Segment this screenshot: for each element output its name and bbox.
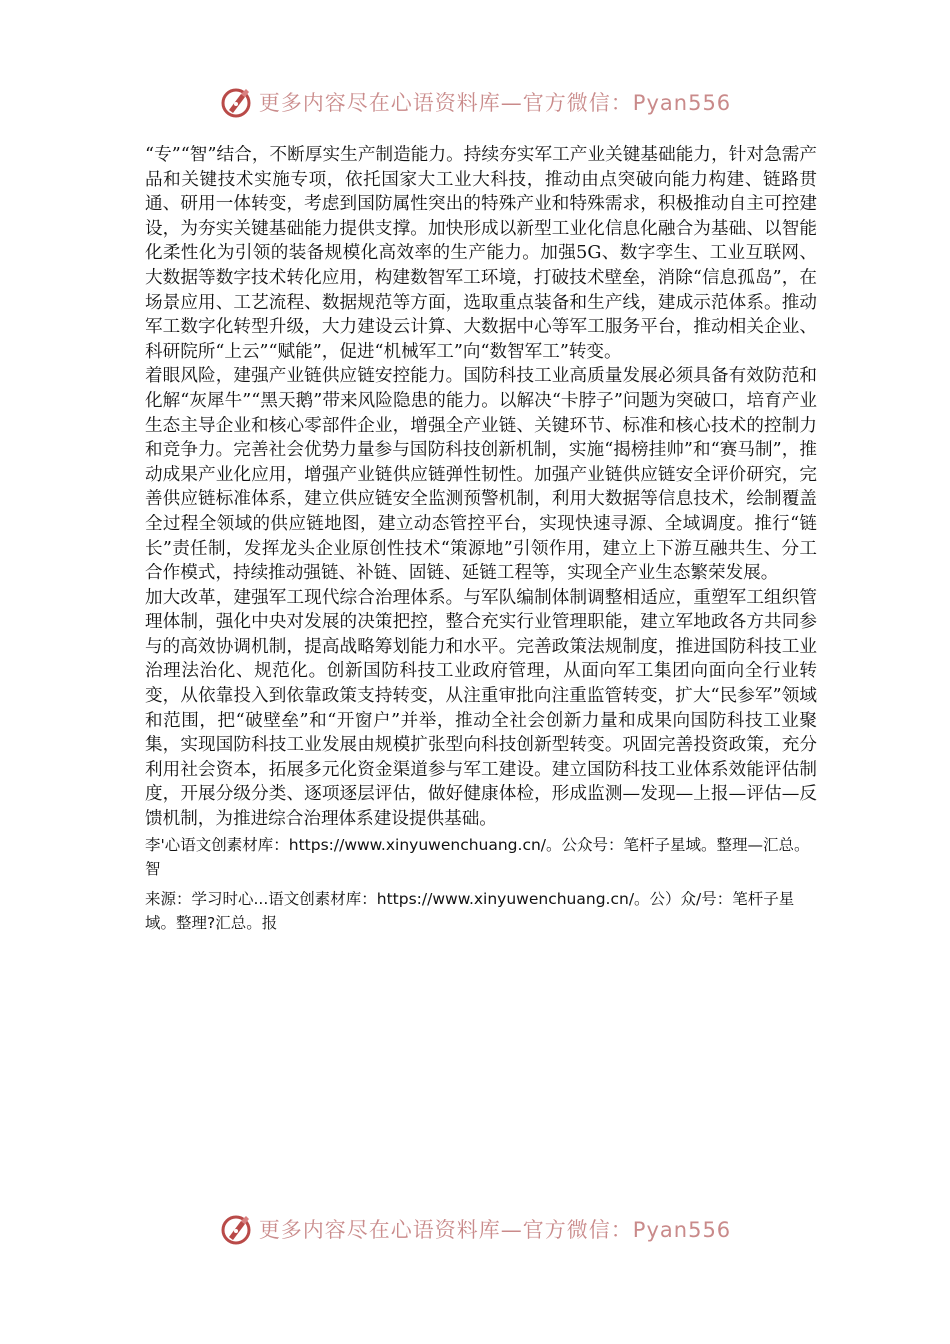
- header-watermark: [0, 80, 950, 124]
- watermark-text: 更多内容尽在心语资料库—官方微信：Pyan556: [258, 91, 732, 115]
- document-body: [145, 143, 817, 935]
- source-line-2: 来源：学习时心...语文创素材库：https://www.xinyuwenchuang.cn/。公）众/号：笔杆子星域。整理?汇总。报: [145, 889, 795, 932]
- pen-nib-circle-icon: [219, 85, 253, 119]
- footer-watermark: [0, 1207, 950, 1251]
- paragraph-supply-chain: 着眼风险，建强产业链供应链安控能力。国防科技工业高质量发展必须具备有效防范和化解“灰犀牛”“黑天鹅”带来风险隐患的能力。以解决“卡脖子”问题为突破口，培育产业生态主导企业和核心零部件企业，增强全产业链、关键环节、标准和核心技术的控制力和竞争力。完善社会优势力量参与国防科技创新机制，实施“揭榜挂帅”和“赛马制”，推动成果产业化应用，增强产业链供应链弹性韧性。加强产业链供应链安全评价研究，完善供应链标准体系，建立供应链安全监测预警机制，利用大数据等信息技术，绘制覆盖全过程全领域的供应链地图，建立动态管控平台，实现快速寻源、全域调度。推行“链长”责任制，发挥龙头企业原创性技术“策源地”引领作用，建立上下游互融共生、分工合作模式，持续推动强链、补链、固链、延链工程等，实现全产业生态繁荣发展。: [145, 366, 817, 584]
- paragraph-production-capacity: “专”“智”结合，不断厚实生产制造能力。持续夯实军工产业关键基础能力，针对急需产品和关键技术实施专项，依托国家大工业大科技，推动由点突破向能力构建、链路贯通、研用一体转变，考虑到国防属性突出的特殊产业和特殊需求，积极推动自主可控建设，为夯实关键基础能力提供支撑。加快形成以新型工业化信息化融合为基础、以智能化柔性化为引领的装备规模化高效率的生产能力。加强5G、数字孪生、工业互联网、大数据等数字技术转化应用，构建数智军工环境，打破技术壁垒，消除“信息孤岛”，在场景应用、工艺流程、数据规范等方面，选取重点装备和生产线，建成示范体系。推动军工数字化转型升级，大力建设云计算、大数据中心等军工服务平台，推动相关企业、科研院所“上云”“赋能”，促进“机械军工”向“数智军工”转变。: [145, 145, 817, 362]
- paragraph-governance-reform: 加大改革，建强军工现代综合治理体系。与军队编制体制调整相适应，重塑军工组织管理体制，强化中央对发展的决策把控，整合充实行业管理职能，建立军地政各方共同参与的高效协调机制，提高战略筹划能力和水平。完善政策法规制度，推进国防科技工业治理法治化、规范化。创新国防科技工业政府管理，从面向军工集团向面向全行业转变，从依靠投入到依靠政策支持转变，从注重审批向注重监管转变，扩大“民参军”领域和范围，把“破壁垒”和“开窗户”并举，推动全社会创新力量和成果向国防科技工业聚集，实现国防科技工业发展由规模扩张型向科技创新型转变。巩固完善投资政策，充分利用社会资本，拓展多元化资金渠道参与军工建设。建立国防科技工业体系效能评估制度，开展分级分类、逐项逐层评估，做好健康体检，形成监测—发现—上报—评估—反馈机制，为推进综合治理体系建设提供基础。: [145, 587, 817, 830]
- pen-nib-circle-icon: [219, 1212, 253, 1246]
- source-line-1: 李'心语文创素材库：https://www.xinyuwenchuang.cn/。公众号：笔杆子星域。整理—汇总。智: [145, 835, 810, 878]
- watermark-text: 更多内容尽在心语资料库—官方微信：Pyan556: [258, 1218, 732, 1242]
